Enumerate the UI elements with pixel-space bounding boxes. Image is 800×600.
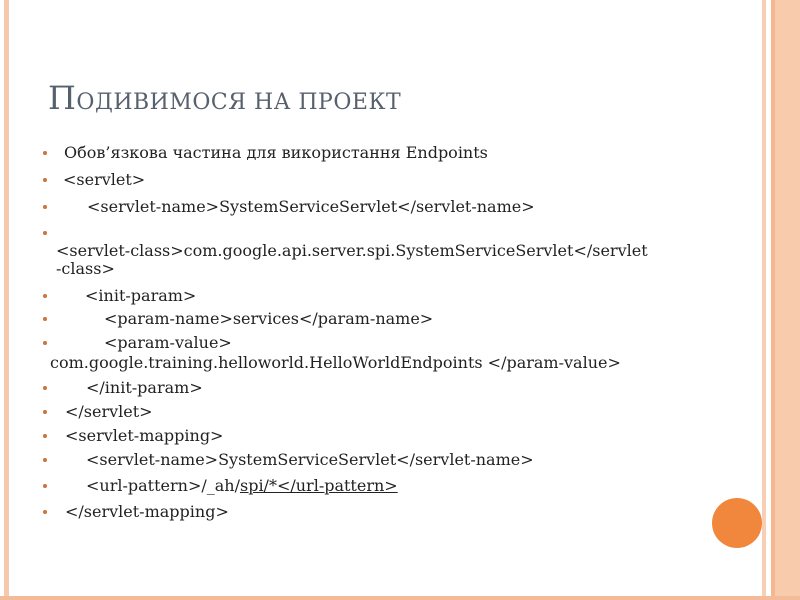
bullet-line: [0, 501, 770, 523]
url-pattern-plain: <url-pattern>/_ah/: [86, 476, 240, 495]
bullet-text: [86, 475, 398, 497]
bullet-text: <servlet-name>SystemServiceServlet</servlet-name>: [87, 197, 535, 216]
bullet-marker: [43, 317, 47, 321]
bullet-text: <servlet-name>SystemServiceServlet</servlet-name>: [86, 450, 534, 469]
bullet-marker: [43, 434, 47, 438]
bullet-marker: [43, 231, 47, 235]
bullet-line-url-pattern: [0, 475, 770, 497]
right-accent-band: [775, 0, 800, 600]
bullet-line: [0, 401, 770, 423]
bullet-marker: [43, 484, 47, 488]
wrapped-code-line: [0, 258, 770, 280]
bullet-marker: [43, 458, 47, 462]
bullet-line: [0, 142, 770, 164]
bullet-marker: [43, 205, 47, 209]
bullet-text: <init-param>: [85, 286, 197, 305]
bullet-line: [0, 196, 770, 218]
url-pattern-underlined: spi/*</url-pattern>: [239, 476, 398, 495]
bullet-line: [0, 169, 770, 191]
bullet-text: </init-param>: [86, 378, 203, 397]
bullet-line: [0, 377, 770, 399]
bullet-marker: [43, 294, 47, 298]
code-text: com.google.training.helloworld.HelloWorldEndpoints </param-value>: [50, 353, 621, 372]
code-text: <servlet-class>com.google.api.server.spi.SystemServiceServlet</servlet: [56, 241, 648, 260]
bullet-line: [0, 425, 770, 447]
bullet-line: [0, 308, 770, 330]
bullet-marker: [43, 510, 47, 514]
bullet-text: <param-name>services</param-name>: [104, 309, 434, 328]
bullet-line: [0, 285, 770, 307]
bullet-text: Обов’язкова частина для використання Endpoints: [64, 143, 488, 162]
bottom-rule: [0, 596, 800, 600]
slide-title: ПОДИВИМОСЯ НА ПРОЕКТ: [48, 79, 402, 117]
wrapped-code-line: [0, 352, 770, 374]
bullet-marker: [43, 410, 47, 414]
code-text: -class>: [56, 259, 115, 278]
bullet-marker: [43, 151, 47, 155]
bullet-marker: [43, 386, 47, 390]
bullet-text: <servlet-mapping>: [65, 426, 224, 445]
bullet-marker: [43, 341, 47, 345]
bullet-text: <param-value>: [104, 333, 232, 352]
bullet-line: [0, 332, 770, 354]
bullet-text: <servlet>: [63, 170, 146, 189]
bullet-text: </servlet-mapping>: [65, 502, 229, 521]
bullet-line: [0, 449, 770, 471]
bullet-text: </servlet>: [65, 402, 153, 421]
bullet-marker: [43, 178, 47, 182]
